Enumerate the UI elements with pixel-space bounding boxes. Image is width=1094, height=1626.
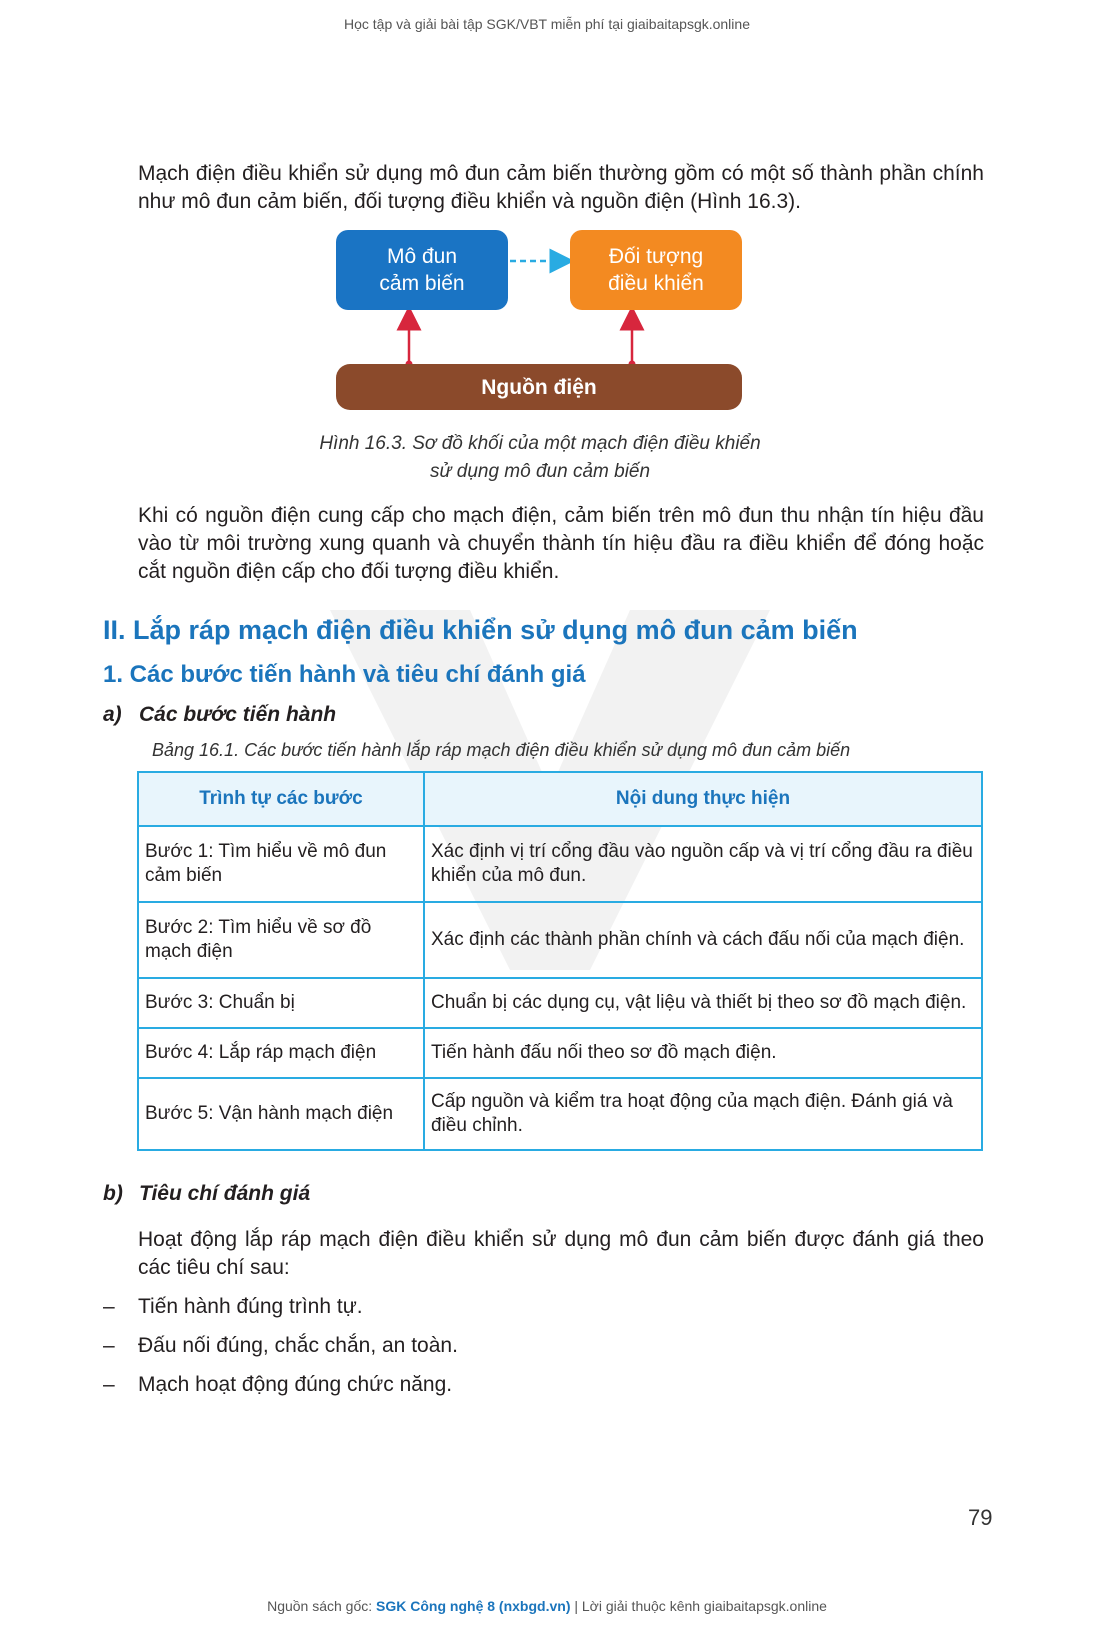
bullet-dash: – (103, 1334, 115, 1357)
section-heading: II. Lắp ráp mạch điện điều khiển sử dụng mô đun cảm biến (103, 615, 858, 645)
subsection-heading: 1. Các bước tiến hành và tiêu chí đánh giá (103, 661, 586, 688)
step-cell: Bước 1: Tìm hiểu về mô đun cảm biến (138, 826, 424, 902)
table-row (138, 1028, 982, 1078)
power-source-box: Nguồn điện (336, 364, 742, 410)
content-cell: Cấp nguồn và kiểm tra hoạt động của mạch điện. Đánh giá và điều chỉnh. (424, 1078, 982, 1150)
content-cell: Xác định các thành phần chính và cách đấu nối của mạch điện. (424, 902, 982, 978)
step-cell: Bước 4: Lắp ráp mạch điện (138, 1028, 424, 1078)
top-banner: Học tập và giải bài tập SGK/VBT miễn phí tại giaibaitapsgk.online (344, 16, 750, 32)
table-row (138, 1078, 982, 1150)
bullet-dash: – (103, 1373, 115, 1396)
figure-caption-line2: sử dụng mô đun cảm biến (429, 461, 651, 482)
part-a-heading (103, 703, 336, 727)
bullet-dash: – (103, 1295, 115, 1318)
part-b-label: b) (103, 1182, 123, 1205)
part-b-heading (103, 1182, 310, 1206)
table-header-steps: Trình tự các bước (138, 772, 424, 826)
content-cell: Chuẩn bị các dụng cụ, vật liệu và thiết bị theo sơ đồ mạch điện. (424, 978, 982, 1028)
explanation-paragraph: Khi có nguồn điện cung cấp cho mạch điện, cảm biến trên mô đun thu nhận tín hiệu đầu vào từ môi trường xung quanh và chuyển thành tín hiệu đầu ra điều khiển để đóng hoặc cắt nguồn điện cấp cho đối tượng điều khiển. (138, 504, 984, 583)
list-item (103, 1334, 458, 1358)
table-row (138, 902, 982, 978)
table-header-row (138, 772, 982, 826)
part-b-title: Tiêu chí đánh giá (139, 1182, 311, 1205)
block-diagram (336, 230, 746, 410)
step-cell: Bước 3: Chuẩn bị (138, 978, 424, 1028)
criteria-text: Tiến hành đúng trình tự. (138, 1295, 363, 1318)
target-label-line2: điều khiển (608, 272, 704, 295)
target-label-line1: Đối tượng (608, 245, 704, 268)
sensor-module-box (336, 230, 508, 310)
table-header-content: Nội dung thực hiện (424, 772, 982, 826)
list-item (103, 1373, 452, 1397)
table-row (138, 978, 982, 1028)
footer-prefix: Nguồn sách gốc: (267, 1598, 377, 1614)
footer (0, 1598, 1094, 1614)
controlled-object-box (570, 230, 742, 310)
criteria-text: Mạch hoạt động đúng chức năng. (138, 1373, 453, 1396)
part-a-title: Các bước tiến hành (139, 703, 337, 726)
steps-table (137, 771, 983, 1151)
sensor-label-line1: Mô đun (386, 245, 458, 268)
content-cell: Tiến hành đấu nối theo sơ đồ mạch điện. (424, 1028, 982, 1078)
content-cell: Xác định vị trí cổng đầu vào nguồn cấp và vị trí cổng đầu ra điều khiển của mô đun. (424, 826, 982, 902)
figure-caption-line1: Hình 16.3. Sơ đồ khối của một mạch điện điều khiển (319, 433, 761, 454)
table-caption: Bảng 16.1. Các bước tiến hành lắp ráp mạch điện điều khiển sử dụng mô đun cảm biến (152, 740, 851, 760)
footer-suffix: | Lời giải thuộc kênh giaibaitapsgk.online (570, 1598, 827, 1614)
intro-paragraph: Mạch điện điều khiển sử dụng mô đun cảm biến thường gồm có một số thành phần chính như mô đun cảm biến, đối tượng điều khiển và nguồn điện (Hình 16.3). (138, 162, 984, 213)
step-cell: Bước 2: Tìm hiểu về sơ đồ mạch điện (138, 902, 424, 978)
step-cell: Bước 5: Vận hành mạch điện (138, 1078, 424, 1150)
figure-caption (140, 430, 940, 486)
table-row (138, 826, 982, 902)
page-number: 79 (968, 1505, 993, 1530)
sensor-label-line2: cảm biến (379, 272, 465, 295)
footer-source-link[interactable]: SGK Công nghệ 8 (nxbgd.vn) (376, 1598, 571, 1614)
criteria-intro: Hoạt động lắp ráp mạch điện điều khiển sử dụng mô đun cảm biến được đánh giá theo các tiêu chí sau: (138, 1228, 984, 1279)
criteria-text: Đấu nối đúng, chắc chắn, an toàn. (138, 1334, 458, 1357)
part-a-label: a) (103, 703, 122, 726)
list-item (103, 1295, 363, 1319)
